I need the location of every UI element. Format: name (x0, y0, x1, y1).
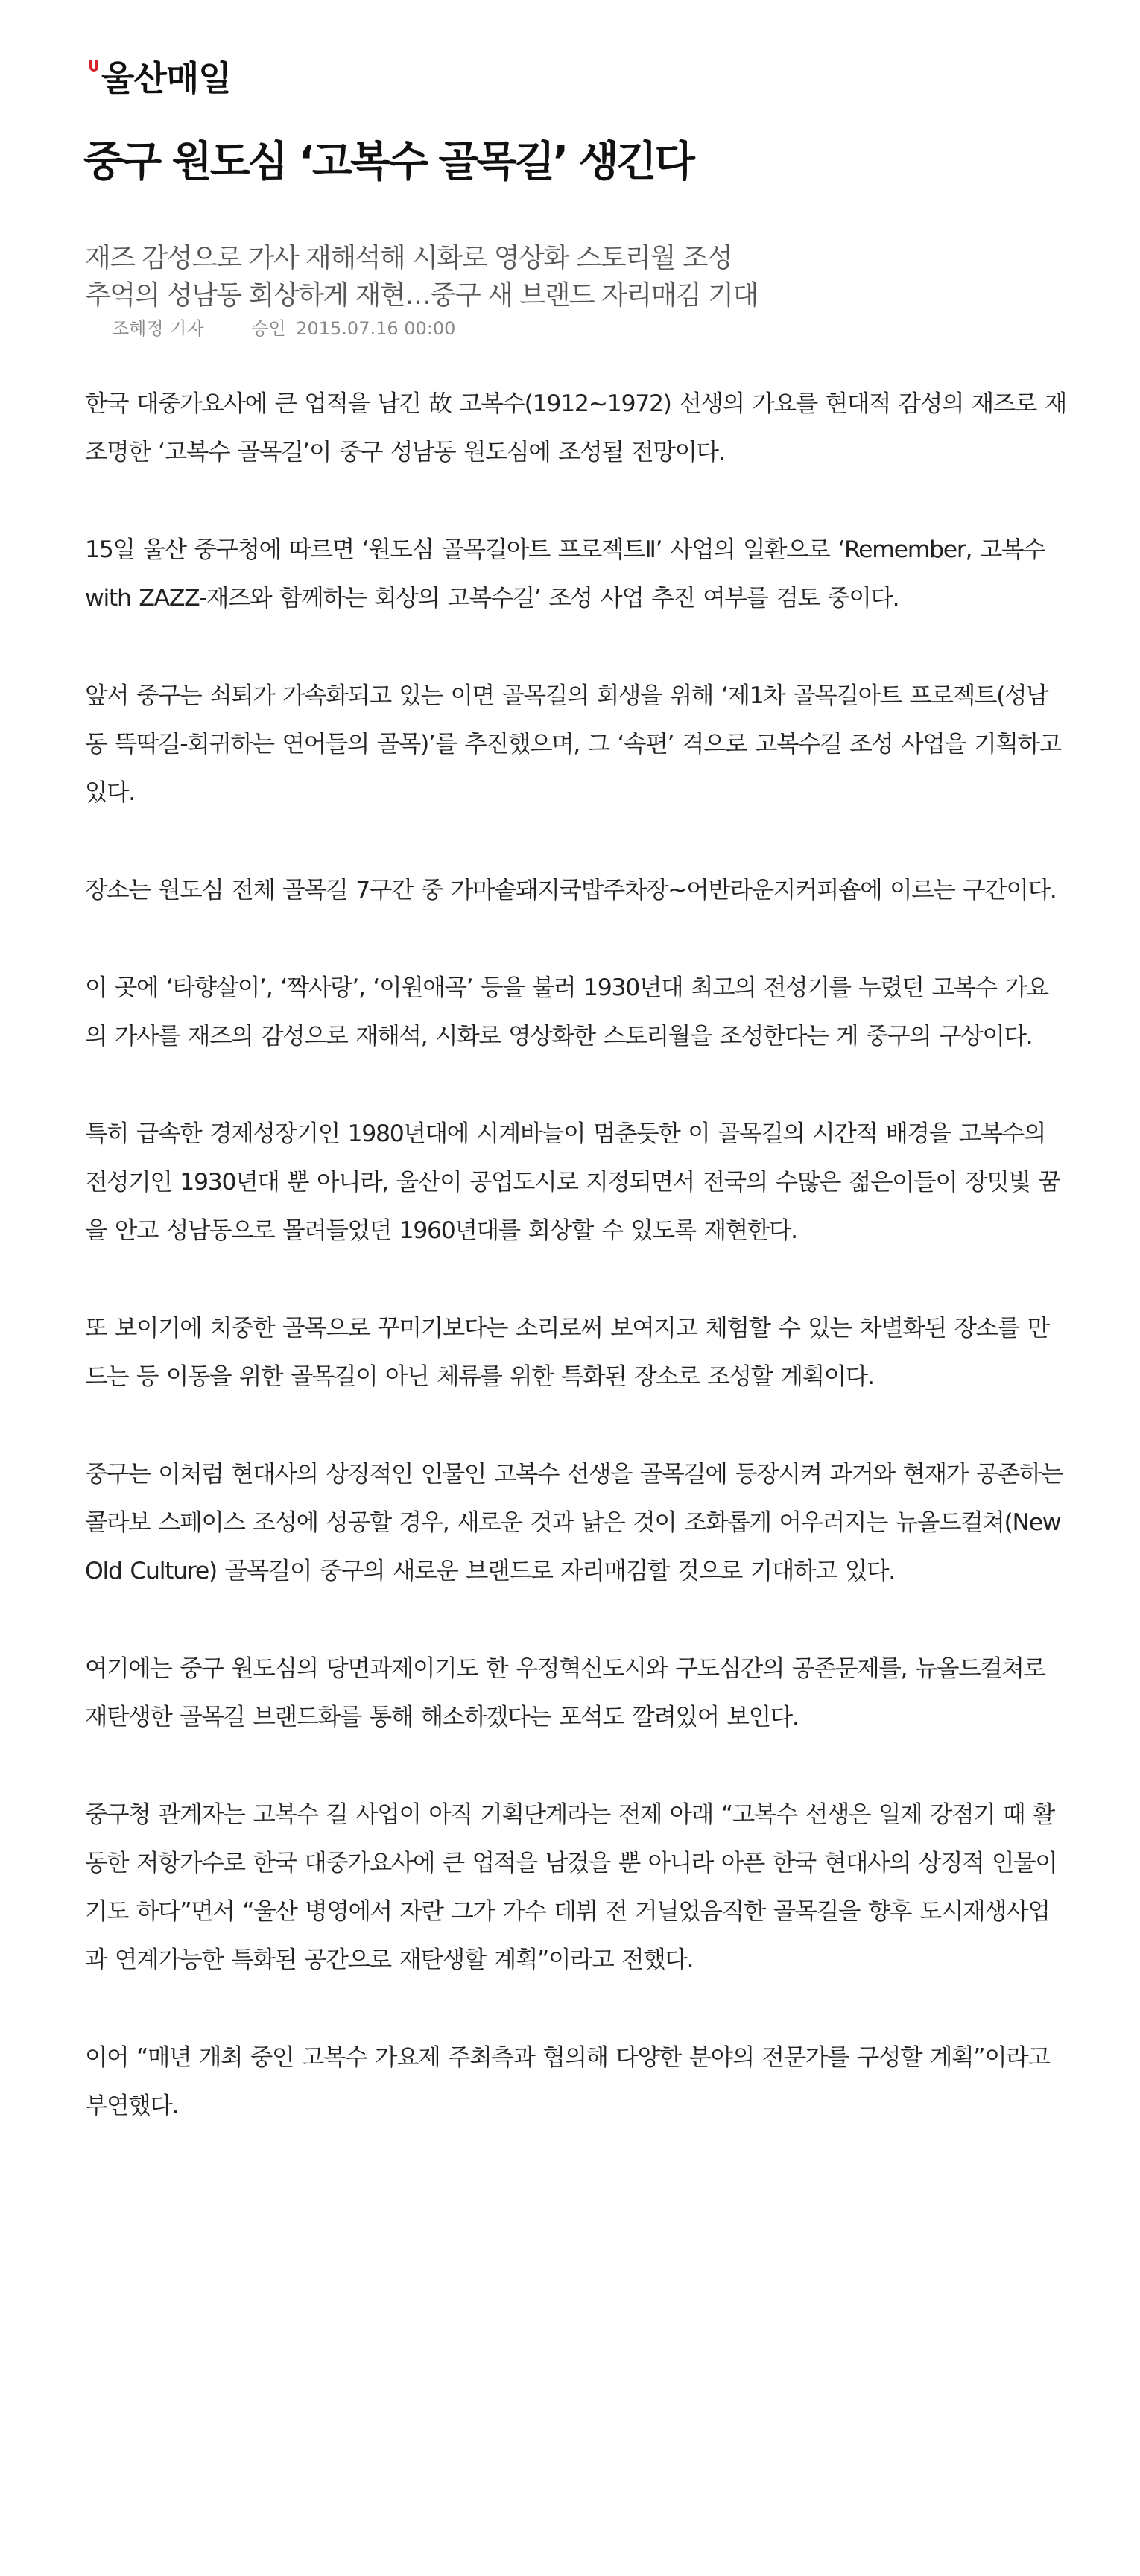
article-subheads (85, 240, 1054, 314)
subhead-line: 재즈 감성으로 가사 재해석해 시화로 영상화 스토리월 조성 (85, 243, 732, 273)
article-paragraph: 여기에는 중구 원도심의 당면과제이기도 한 우정혁신도시와 구도심간의 공존문제를, 뉴올드컬쳐로 재탄생한 골목길 브랜드화를 통해 해소하겠다는 포석도 깔려있어 보인다. (85, 1655, 1045, 1730)
u-logo-icon (88, 60, 101, 82)
byline (112, 316, 455, 341)
reporter-name: 조혜정 기자 (112, 318, 204, 339)
article-paragraph: 장소는 원도심 전체 골목길 7구간 중 가마솥돼지국밥주차장~어반라운지커피숍에 이르는 구간이다. (85, 877, 1057, 904)
article-paragraph: 한국 대중가요사에 큰 업적을 남긴 故 고복수(1912~1972) 선생의 가요를 현대적 감성의 재즈로 재조명한 ‘고복수 골목길’이 중구 성남동 원도심에 조성될 전망이다. (85, 390, 1067, 466)
article-paragraph: 이어 “매년 개최 중인 고복수 가요제 주최측과 협의해 다양한 분야의 전문가를 구성할 계획”이라고 부연했다. (85, 2044, 1050, 2119)
article-paragraph: 중구는 이처럼 현대사의 상징적인 인물인 고복수 선생을 골목길에 등장시켜 과거와 현재가 공존하는 콜라보 스페이스 조성에 성공할 경우, 새로운 것과 낡은 것이 조화롭게 어우러지는 뉴올드컬쳐(New Old Culture) 골목길이 중구의 새로운 브랜드로 자리매김할 것으로 기대하고 있다. (85, 1461, 1063, 1584)
site-logo[interactable] (88, 52, 231, 104)
article-paragraph: 특히 급속한 경제성장기인 1980년대에 시계바늘이 멈춘듯한 이 골목길의 시간적 배경을 고복수의 전성기인 1930년대 뿐 아니라, 울산이 공업도시로 지정되면서 전국의 수많은 젊은이들이 장밋빛 꿈을 안고 성남동으로 몰려들었던 1960년대를 회상할 수 있도록 재현한다. (85, 1120, 1060, 1244)
logo-text: 울산매일 (101, 58, 231, 98)
approved-datetime: 2015.07.16 00:00 (296, 318, 456, 339)
article-body (85, 380, 1068, 2180)
approved-label: 승인 (251, 318, 286, 339)
article-headline: 중구 원도심 ‘고복수 골목길’ 생긴다 (83, 138, 693, 186)
article-paragraph: 또 보이기에 치중한 골목으로 꾸미기보다는 소리로써 보여지고 체험할 수 있는 차별화된 장소를 만드는 등 이동을 위한 골목길이 아닌 체류를 위한 특화된 장소로 조성할 계획이다. (85, 1315, 1049, 1390)
article-paragraph: 앞서 중구는 쇠퇴가 가속화되고 있는 이면 골목길의 회생을 위해 ‘제1차 골목길아트 프로젝트(성남동 뜩딱길-회귀하는 연어들의 골목)’를 추진했으며, 그 ‘속편’ 격으로 고복수길 조성 사업을 기획하고 있다. (85, 682, 1061, 806)
article-paragraph: 이 곳에 ‘타향살이’, ‘짝사랑’, ‘이원애곡’ 등을 불러 1930년대 최고의 전성기를 누렸던 고복수 가요의 가사를 재즈의 감성으로 재해석, 시화로 영상화한 스토리월을 조성한다는 게 중구의 구상이다. (85, 974, 1048, 1050)
subhead-line: 추억의 성남동 회상하게 재현…중구 새 브랜드 자리매김 기대 (85, 280, 758, 311)
article-paragraph: 15일 울산 중구청에 따르면 ‘원도심 골목길아트 프로젝트Ⅱ’ 사업의 일환으로 ‘Remember, 고복수 with ZAZZ-재즈와 함께하는 회상의 고복수길’ 조성 사업 추진 여부를 검토 중이다. (85, 536, 1045, 612)
article-paragraph: 중구청 관계자는 고복수 길 사업이 아직 기획단계라는 전제 아래 “고복수 선생은 일제 강점기 때 활동한 저항가수로 한국 대중가요사에 큰 업적을 남겼을 뿐 아니라 아픈 한국 현대사의 상징적 인물이기도 하다”면서 “울산 병영에서 자란 그가 가수 데뷔 전 거닐었음직한 골목길을 향후 도시재생사업과 연계가능한 특화된 공간으로 재탄생할 계획”이라고 전했다. (85, 1801, 1057, 1973)
